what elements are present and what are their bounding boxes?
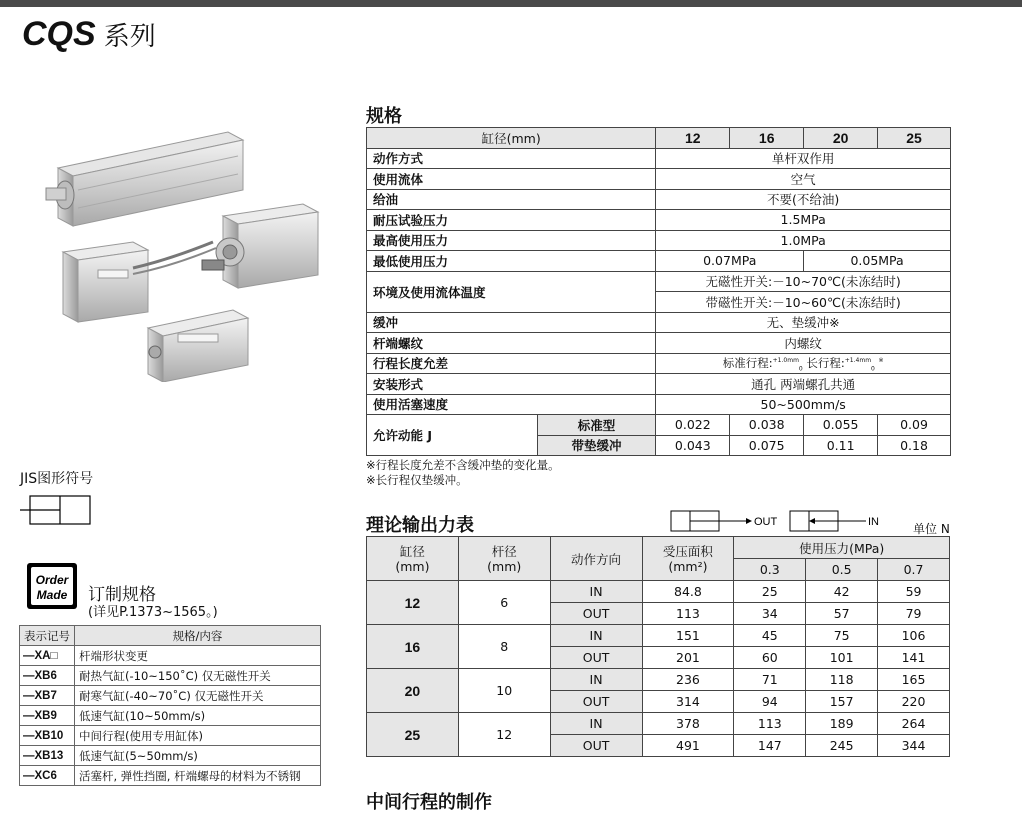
out-label: OUT (754, 516, 778, 528)
force-value: 189 (806, 713, 878, 735)
spec-row-value: 1.0MPa (656, 230, 951, 251)
force-value: 220 (878, 691, 950, 713)
force-dir: IN (550, 713, 642, 735)
force-bore: 16 (367, 625, 459, 669)
force-header-area: 受压面积 (mm²) (642, 537, 734, 581)
force-value: 75 (806, 625, 878, 647)
force-value: 157 (806, 691, 878, 713)
force-header-direction: 动作方向 (550, 537, 642, 581)
stroke-tol-std-sup: +1.0mm (772, 356, 799, 364)
om-header-code: 表示记号 (20, 626, 75, 646)
table-row (20, 766, 321, 786)
spec-row-label: 使用活塞速度 (367, 394, 656, 415)
om-code: —XB13 (20, 746, 75, 766)
force-header-bore: 缸径 (mm) (367, 537, 459, 581)
spec-bore-20: 20 (804, 128, 878, 149)
force-bore: 12 (367, 581, 459, 625)
force-value: 264 (878, 713, 950, 735)
force-value: 113 (734, 713, 806, 735)
energy-value: 0.09 (878, 415, 951, 436)
series-code: CQS (22, 15, 96, 53)
force-header-rod: 杆径 (mm) (458, 537, 550, 581)
spec-row-label: 缓冲 (367, 312, 656, 333)
cylinder-small (148, 310, 248, 382)
force-value: 101 (806, 647, 878, 669)
table-row (20, 706, 321, 726)
table-row (367, 210, 951, 231)
series-title (22, 14, 156, 57)
force-value: 344 (878, 735, 950, 757)
om-code: —XB6 (20, 666, 75, 686)
om-code: —XB10 (20, 726, 75, 746)
force-value: 60 (734, 647, 806, 669)
force-value: 57 (806, 603, 878, 625)
table-row (367, 230, 951, 251)
table-row (20, 686, 321, 706)
om-desc: 活塞杆, 弹性挡圈, 杆端螺母的材料为不锈钢 (75, 766, 321, 786)
energy-type: 带垫缓冲 (537, 435, 656, 456)
energy-value: 0.075 (730, 435, 804, 456)
force-value: 106 (878, 625, 950, 647)
force-area: 113 (642, 603, 734, 625)
spec-row-label: 给油 (367, 189, 656, 210)
force-area: 314 (642, 691, 734, 713)
force-header-p2: 0.5 (806, 559, 878, 581)
spec-row-value: 50~500mm/s (656, 394, 951, 415)
unit-label: 单位 N (913, 522, 950, 536)
stroke-tolerance (656, 353, 951, 374)
force-value: 59 (878, 581, 950, 603)
om-header-spec: 规格/内容 (75, 626, 321, 646)
order-made-subtitle: (详见P.1373~1565。) (88, 605, 218, 620)
table-row (367, 189, 951, 210)
force-dir: OUT (550, 691, 642, 713)
force-value: 79 (878, 603, 950, 625)
spec-row-value: 不要(不给油) (656, 189, 951, 210)
om-desc: 低速气缸(10~50mm/s) (75, 706, 321, 726)
table-row (20, 646, 321, 666)
spec-note-2: ※长行程仅垫缓冲。 (366, 473, 468, 487)
force-value: 245 (806, 735, 878, 757)
force-area: 378 (642, 713, 734, 735)
spec-row-value: 0.07MPa (656, 251, 804, 272)
spec-row-value: 无、垫缓冲※ (656, 312, 951, 333)
om-code: —XC6 (20, 766, 75, 786)
table-row (367, 394, 951, 415)
force-rod: 8 (458, 625, 550, 669)
force-rod: 6 (458, 581, 550, 625)
force-header-p1: 0.3 (734, 559, 806, 581)
spec-row-value: 0.05MPa (804, 251, 951, 272)
force-dir: OUT (550, 603, 642, 625)
force-header-p3: 0.7 (878, 559, 950, 581)
stroke-tol-long: 长行程: (806, 355, 845, 370)
stroke-tol-long-sub: 0 (871, 364, 875, 372)
top-bar (0, 0, 1022, 7)
om-desc: 杆端形状变更 (75, 646, 321, 666)
in-label: IN (868, 516, 879, 528)
energy-value: 0.038 (730, 415, 804, 436)
force-area: 151 (642, 625, 734, 647)
table-row (20, 746, 321, 766)
spec-row-value: 无磁性开关:－10~70℃(未冻结时) (656, 271, 951, 292)
table-row (367, 169, 951, 190)
force-area: 236 (642, 669, 734, 691)
om-code: —XB9 (20, 706, 75, 726)
spec-row-label: 环境及使用流体温度 (367, 271, 656, 312)
spec-table (366, 127, 951, 456)
force-value: 147 (734, 735, 806, 757)
order-made-title: 订制规格 (88, 585, 156, 605)
table-row (20, 666, 321, 686)
spec-row-value: 内螺纹 (656, 333, 951, 354)
force-value: 94 (734, 691, 806, 713)
jis-cylinder-symbol (20, 494, 100, 528)
force-value: 25 (734, 581, 806, 603)
spec-row-label: 最低使用压力 (367, 251, 656, 272)
series-suffix: 系列 (103, 22, 156, 52)
stroke-tol-note: ※ (878, 356, 884, 364)
force-dir: OUT (550, 647, 642, 669)
spec-row-label: 行程长度允差 (367, 353, 656, 374)
table-row (367, 415, 951, 436)
om-desc: 耐热气缸(-10~150˚C) 仅无磁性开关 (75, 666, 321, 686)
spec-bore-16: 16 (730, 128, 804, 149)
spec-row-label: 允许动能 J (367, 415, 538, 456)
jis-label: JIS图形符号 (20, 471, 94, 487)
energy-type: 标准型 (537, 415, 656, 436)
table-row (367, 374, 951, 395)
direction-diagram (670, 510, 915, 532)
spec-row-label: 杆端螺纹 (367, 333, 656, 354)
energy-value: 0.18 (878, 435, 951, 456)
spec-row-value: 带磁性开关:－10~60℃(未冻结时) (656, 292, 951, 313)
force-value: 45 (734, 625, 806, 647)
table-row (367, 581, 950, 603)
cylinder-long (46, 132, 243, 226)
force-rod: 10 (458, 669, 550, 713)
spec-note-1: ※行程长度允差不含缓冲垫的变化量。 (366, 458, 560, 472)
energy-value: 0.055 (804, 415, 878, 436)
om-desc: 耐寒气缸(-40~70˚C) 仅无磁性开关 (75, 686, 321, 706)
table-row (367, 251, 951, 272)
force-dir: OUT (550, 735, 642, 757)
cylinder-middle (63, 242, 216, 322)
stroke-tol-std: 标准行程: (722, 355, 773, 370)
om-desc: 中间行程(使用专用缸体) (75, 726, 321, 746)
energy-value: 0.11 (804, 435, 878, 456)
table-row (367, 312, 951, 333)
force-value: 42 (806, 581, 878, 603)
table-row (367, 669, 950, 691)
order-made-table (19, 625, 321, 786)
table-row (367, 333, 951, 354)
stroke-tol-long-sup: +1.4mm (844, 356, 872, 364)
order-made-logo-line2: Made (36, 588, 68, 602)
force-dir: IN (550, 669, 642, 691)
om-desc: 低速气缸(5~50mm/s) (75, 746, 321, 766)
force-bore: 25 (367, 713, 459, 757)
force-heading: 理论输出力表 (366, 515, 474, 536)
spec-row-value: 通孔 两端螺孔共通 (656, 374, 951, 395)
order-made-logo-line1: Order (35, 573, 69, 587)
energy-value: 0.022 (656, 415, 730, 436)
force-value: 141 (878, 647, 950, 669)
spec-row-label: 使用流体 (367, 169, 656, 190)
force-value: 34 (734, 603, 806, 625)
force-area: 84.8 (642, 581, 734, 603)
spec-row-label: 耐压试验压力 (367, 210, 656, 231)
spec-row-value: 1.5MPa (656, 210, 951, 231)
table-row (367, 271, 951, 292)
force-value: 71 (734, 669, 806, 691)
table-row (367, 148, 951, 169)
spec-row-value: 空气 (656, 169, 951, 190)
spec-row-label: 动作方式 (367, 148, 656, 169)
force-value: 165 (878, 669, 950, 691)
force-dir: IN (550, 581, 642, 603)
energy-value: 0.043 (656, 435, 730, 456)
spec-heading: 规格 (366, 106, 402, 127)
om-code: —XA□ (20, 646, 75, 666)
spec-bore-12: 12 (656, 128, 730, 149)
force-rod: 12 (458, 713, 550, 757)
force-header-pressure: 使用压力(MPa) (734, 537, 950, 559)
force-area: 491 (642, 735, 734, 757)
force-bore: 20 (367, 669, 459, 713)
force-value: 118 (806, 669, 878, 691)
order-made-logo (26, 562, 78, 610)
table-row (367, 625, 950, 647)
product-photo (38, 120, 328, 382)
force-area: 201 (642, 647, 734, 669)
om-code: —XB7 (20, 686, 75, 706)
cylinder-right (202, 204, 318, 288)
spec-bore-25: 25 (878, 128, 951, 149)
spec-row-value: 单杆双作用 (656, 148, 951, 169)
next-section-heading: 中间行程的制作 (366, 792, 492, 813)
spec-row-label: 最高使用压力 (367, 230, 656, 251)
stroke-tol-std-sub: 0 (798, 364, 803, 372)
table-row (367, 353, 951, 374)
spec-bore-label: 缸径(mm) (367, 128, 656, 149)
force-dir: IN (550, 625, 642, 647)
force-table (366, 536, 950, 757)
table-row (367, 713, 950, 735)
spec-row-label: 安装形式 (367, 374, 656, 395)
table-row (20, 726, 321, 746)
